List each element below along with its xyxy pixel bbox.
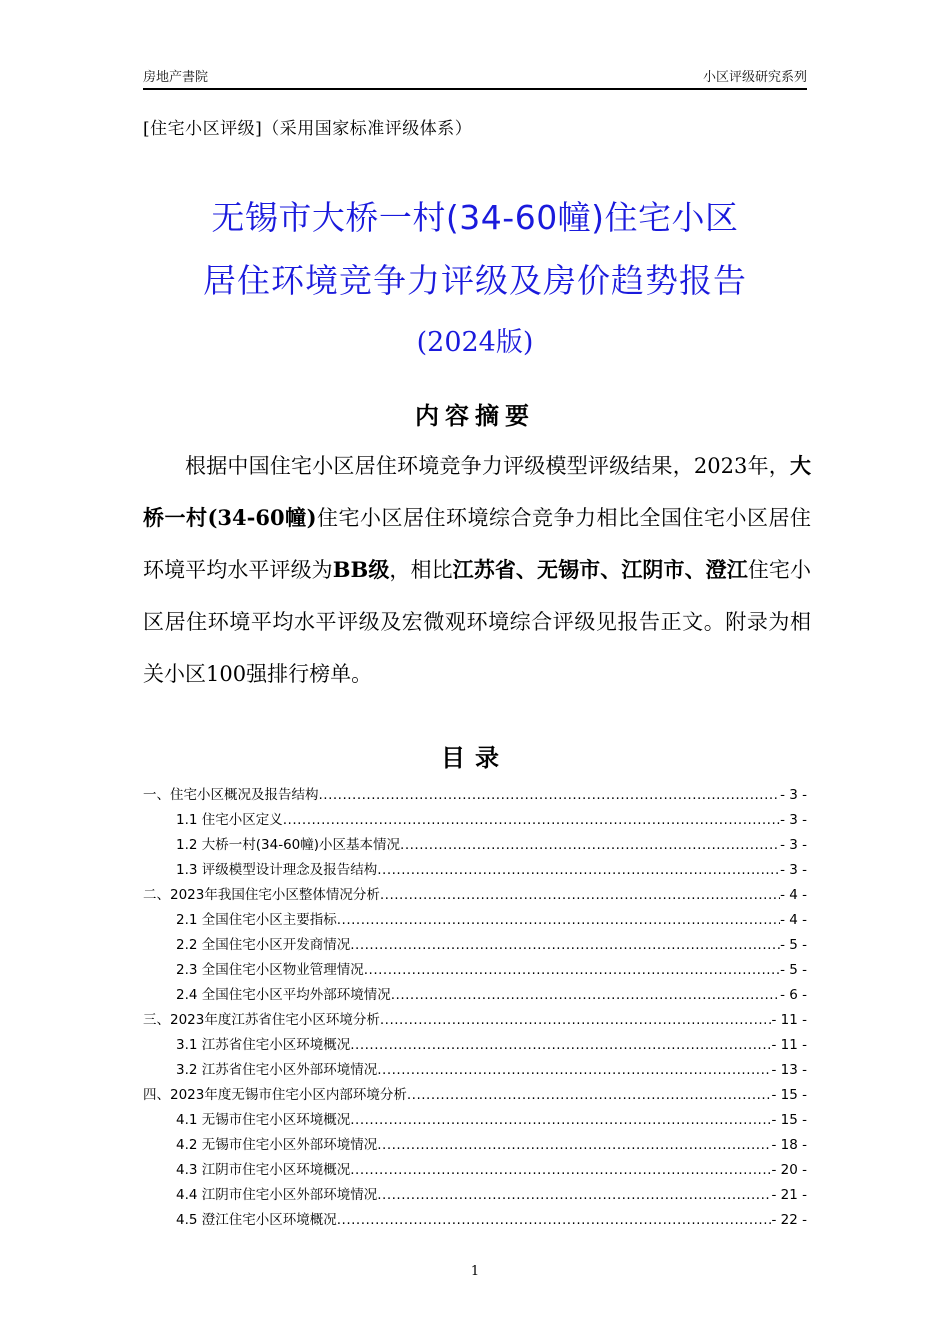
toc-leader-dots bbox=[377, 1058, 771, 1083]
abstract-emphasis: 江苏省、无锡市、江阴市、澄江 bbox=[452, 557, 748, 582]
toc-entry-label: 2.1 全国住宅小区主要指标 bbox=[176, 912, 337, 928]
toc-entry[interactable] bbox=[143, 1058, 807, 1083]
toc-entry-page: - 4 - bbox=[780, 887, 807, 903]
header-divider bbox=[143, 88, 807, 90]
abstract-text: 住宅小区居住环境平均水平评级及宏微观环境综合评级见报告正文。附录为相关小区100强排行榜单。 bbox=[143, 558, 812, 686]
toc-entry[interactable] bbox=[143, 833, 807, 858]
toc-entry-page: - 11 - bbox=[771, 1037, 807, 1053]
toc-entry[interactable] bbox=[143, 783, 807, 808]
toc-entry-page: - 20 - bbox=[771, 1162, 807, 1178]
abstract-paragraph bbox=[143, 440, 811, 700]
abstract-body bbox=[143, 440, 811, 700]
report-edition: (2024版) bbox=[416, 327, 534, 358]
toc-entry[interactable] bbox=[143, 1158, 807, 1183]
toc-entry-label: 4.1 无锡市住宅小区环境概况 bbox=[176, 1112, 351, 1128]
toc-entry[interactable] bbox=[143, 808, 807, 833]
toc-entry-page: - 11 - bbox=[771, 1012, 807, 1028]
toc-leader-dots bbox=[350, 1033, 771, 1058]
toc-entry-label: 二、2023年我国住宅小区整体情况分析 bbox=[143, 887, 380, 903]
toc-leader-dots bbox=[377, 1183, 771, 1208]
toc-entry-label: 1.3 评级模型设计理念及报告结构 bbox=[176, 862, 378, 878]
toc-entry[interactable] bbox=[143, 983, 807, 1008]
running-header bbox=[143, 66, 807, 86]
toc-entry-label: 一、住宅小区概况及报告结构 bbox=[143, 787, 319, 803]
rating-tag-line: [住宅小区评级]（采用国家标准评级体系） bbox=[143, 119, 473, 139]
abstract-emphasis: BB级 bbox=[332, 557, 390, 582]
toc-leader-dots bbox=[319, 783, 781, 808]
toc-entry-label: 4.5 澄江住宅小区环境概况 bbox=[176, 1212, 337, 1228]
toc-entry-label: 1.2 大桥一村(34-60幢)小区基本情况 bbox=[176, 837, 401, 853]
toc-entry[interactable] bbox=[143, 1033, 807, 1058]
toc-entry-label: 四、2023年度无锡市住宅小区内部环境分析 bbox=[143, 1087, 407, 1103]
toc-entry[interactable] bbox=[143, 908, 807, 933]
toc-entry-label: 3.1 江苏省住宅小区环境概况 bbox=[176, 1037, 351, 1053]
abstract-heading: 内容摘要 bbox=[415, 402, 535, 430]
toc-leader-dots bbox=[377, 858, 780, 883]
toc-leader-dots bbox=[407, 1083, 772, 1108]
abstract-text: ，相比 bbox=[389, 558, 453, 582]
toc-entry-page: - 3 - bbox=[780, 812, 807, 828]
toc-entry-page: - 4 - bbox=[780, 912, 807, 928]
toc-entry-label: 1.1 住宅小区定义 bbox=[176, 812, 283, 828]
toc-leader-dots bbox=[337, 1208, 772, 1233]
toc-entry-page: - 15 - bbox=[771, 1112, 807, 1128]
report-title-line1: 无锡市大桥一村(34-60幢)住宅小区 bbox=[211, 198, 739, 237]
toc-entry[interactable] bbox=[143, 1183, 807, 1208]
toc-entry[interactable] bbox=[143, 1108, 807, 1133]
toc-leader-dots bbox=[380, 1008, 772, 1033]
toc-leader-dots bbox=[350, 933, 780, 958]
header-series: 小区评级研究系列 bbox=[702, 70, 807, 85]
toc-entry[interactable] bbox=[143, 933, 807, 958]
toc-entry[interactable] bbox=[143, 883, 807, 908]
abstract-text: 根据中国住宅小区居住环境竞争力评级模型评级结果，2023年， bbox=[185, 454, 790, 478]
toc-entry-page: - 3 - bbox=[780, 787, 807, 803]
toc-entry-label: 2.2 全国住宅小区开发商情况 bbox=[176, 937, 351, 953]
toc-leader-dots bbox=[283, 808, 780, 833]
toc-entry-label: 2.3 全国住宅小区物业管理情况 bbox=[176, 962, 364, 978]
toc-leader-dots bbox=[350, 1108, 771, 1133]
page-number: 1 bbox=[470, 1264, 480, 1279]
toc-entry[interactable] bbox=[143, 858, 807, 883]
toc-entry-page: - 3 - bbox=[780, 837, 807, 853]
toc-entry[interactable] bbox=[143, 958, 807, 983]
abstract-emphasis: 大桥一村(34-60幢) bbox=[143, 453, 811, 530]
toc-entry-page: - 13 - bbox=[771, 1062, 807, 1078]
toc-entry[interactable] bbox=[143, 1133, 807, 1158]
toc-entry-page: - 18 - bbox=[771, 1137, 807, 1153]
toc-entry[interactable] bbox=[143, 1208, 807, 1233]
toc-entry[interactable] bbox=[143, 1008, 807, 1033]
toc-entry-page: - 3 - bbox=[780, 862, 807, 878]
toc-leader-dots bbox=[377, 1133, 771, 1158]
toc-entry-page: - 6 - bbox=[780, 987, 807, 1003]
toc-entry-page: - 5 - bbox=[780, 937, 807, 953]
toc-entry-label: 4.2 无锡市住宅小区外部环境情况 bbox=[176, 1137, 378, 1153]
toc-leader-dots bbox=[380, 883, 780, 908]
toc-entry-label: 4.4 江阴市住宅小区外部环境情况 bbox=[176, 1187, 378, 1203]
toc-entry-label: 4.3 江阴市住宅小区环境概况 bbox=[176, 1162, 351, 1178]
toc-leader-dots bbox=[337, 908, 780, 933]
toc-entry-page: - 22 - bbox=[771, 1212, 807, 1228]
report-title-line2: 居住环境竞争力评级及房价趋势报告 bbox=[203, 261, 747, 300]
toc-entry-page: - 5 - bbox=[780, 962, 807, 978]
table-of-contents bbox=[143, 783, 807, 1233]
toc-leader-dots bbox=[364, 958, 780, 983]
toc-entry-label: 3.2 江苏省住宅小区外部环境情况 bbox=[176, 1062, 378, 1078]
toc-heading: 目录 bbox=[441, 744, 509, 772]
toc-entry-label: 三、2023年度江苏省住宅小区环境分析 bbox=[143, 1012, 380, 1028]
toc-entry-page: - 21 - bbox=[771, 1187, 807, 1203]
abstract-text: 住宅小区居住环境综合竞争力相比全国住宅小区居住环境平均水平评级为 bbox=[143, 506, 811, 582]
toc-leader-dots bbox=[350, 1158, 771, 1183]
toc-entry-page: - 15 - bbox=[771, 1087, 807, 1103]
toc-entry[interactable] bbox=[143, 1083, 807, 1108]
toc-leader-dots bbox=[391, 983, 780, 1008]
toc-leader-dots bbox=[400, 833, 780, 858]
toc-entry-label: 2.4 全国住宅小区平均外部环境情况 bbox=[176, 987, 391, 1003]
header-publisher: 房地产書院 bbox=[143, 70, 209, 85]
